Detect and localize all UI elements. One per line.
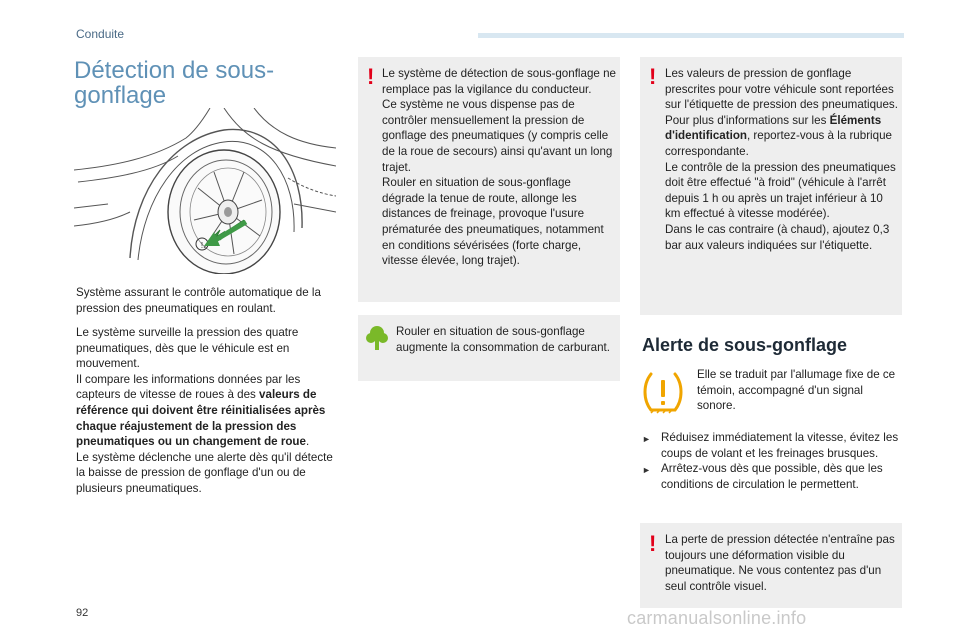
warning-box-vigilance [358, 57, 620, 302]
warning-icon: ! [649, 64, 657, 89]
system-description [76, 325, 338, 497]
identification-link-text: Éléments d'identification [665, 113, 882, 143]
alert-description: Elle se traduit par l'allumage fixe de ce témoin, accompagné d'un signal sonore. [697, 368, 896, 413]
list-item [642, 461, 904, 492]
arrow-bullet-icon: ► [642, 434, 651, 444]
list-item-text: Réduisez immédiatement la vitesse, évitez les coups de volant et les freinages brusques. [661, 431, 899, 460]
visual-check-text: La perte de pression détectée n'entraîne pas toujours une déformation visible du pneumatique. Ne vous contentez pas d'un seul contrôle visuel. [665, 533, 895, 593]
description-line-2: Il compare les informations données par les capteurs de vitesse de roues à des [76, 372, 301, 402]
tyre-pressure-warning-icon [641, 366, 685, 416]
eco-note-text: Rouler en situation de sous-gonflage augmente la consommation de carburant. [396, 325, 610, 354]
list-item [642, 430, 904, 461]
page-number: 92 [76, 607, 89, 619]
pressure-line-2a: Pour plus d'informations sur les [665, 113, 830, 127]
pressure-values-text [665, 66, 899, 253]
warning-box-visual-check [640, 523, 902, 608]
description-period: . [305, 435, 310, 449]
description-line-3: Le système déclenche une alerte dès qu'il détecte la baisse de pression de gonflage d'un ou de plusieurs pneumatiques. [76, 450, 333, 495]
description-bold: valeurs de référence qui doivent être réinitialisées après chaque réajustement de la pression des pneumatiques ou un changement de roue [76, 388, 326, 449]
warning-icon: ! [367, 64, 375, 89]
eco-note-box [358, 315, 620, 381]
description-line-1: Le système surveille la pression des quatre pneumatiques, dès que le véhicule est en mouvement. [76, 326, 299, 371]
action-list [642, 430, 904, 492]
section-heading: Alerte de sous-gonflage [642, 335, 848, 355]
wheel-illustration [74, 108, 336, 274]
pressure-line-2b: , reportez-vous à la rubrique correspondante. [665, 129, 892, 158]
warning-icon: ! [649, 531, 657, 556]
section-label: Conduite [76, 27, 125, 41]
svg-text:!: ! [200, 241, 204, 250]
header-accent-bar [478, 33, 904, 38]
arrow-bullet-icon: ► [642, 465, 651, 476]
pressure-line-4: Dans le cas contraire (à chaud), ajoutez 0,3 bar aux valeurs indiquées sur l'étiquette. [665, 222, 890, 252]
tree-icon [366, 325, 388, 351]
pressure-line-1: Les valeurs de pression de gonflage prescrites pour votre véhicule sont reportées sur l'étiquette de pression des pneumatiques. [665, 67, 898, 112]
page-title: Détection de sous-gonflage [74, 57, 275, 109]
list-item-text: Arrêtez-vous dès que possible, dès que les conditions de circulation le permettent. [661, 462, 883, 491]
intro-paragraph: Système assurant le contrôle automatique de la pression des pneumatiques en roulant. [76, 286, 321, 315]
warning-line-2: Ce système ne vous dispense pas de contrôler mensuellement la pression de gonflage des pneumatiques (y compris celle de la roue de secours) ainsi qu'avant un long trajet. [382, 98, 613, 174]
warning-box-text [382, 66, 616, 269]
pressure-line-3: Le contrôle de la pression des pneumatiques doit être effectué "à froid" (véhicule à l'arrêt depuis 1 h ou après un trajet inférieur à 10 km effectué à vitesse modérée). [665, 160, 896, 221]
warning-line-1: Le système de détection de sous-gonflage ne remplace pas la vigilance du conducteur. [382, 67, 616, 96]
warning-box-pressure-values [640, 57, 902, 315]
warning-line-3: Rouler en situation de sous-gonflage dégrade la tenue de route, allonge les distances de freinage, provoque l'usure prématurée des pneumatiques, notamment en conditions sévérisées (forte charge, vitesse élevée, long trajet). [382, 176, 604, 268]
watermark: carmanualsonline.info [627, 608, 807, 628]
